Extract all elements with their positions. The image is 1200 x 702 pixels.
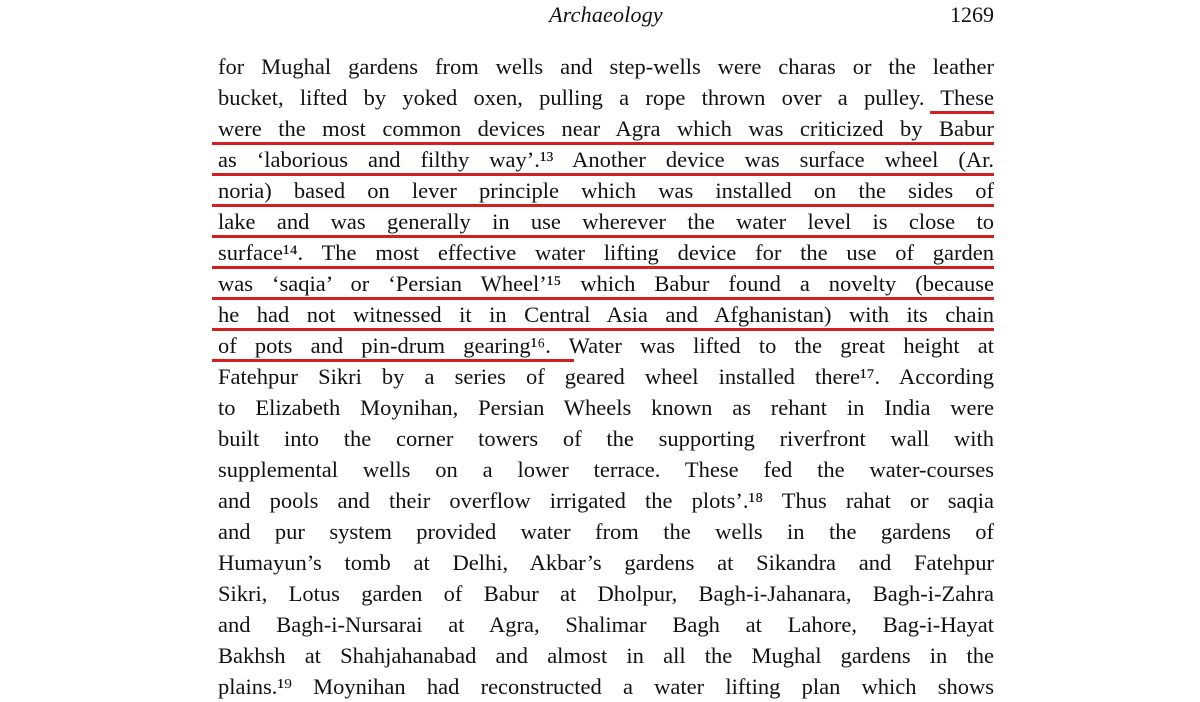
page-number: 1269 [950,2,994,27]
running-head: Archaeology [549,2,663,27]
text-line: supplemental wells on a lower terrace. These fed the water-courses [218,457,994,482]
text-line: and pools and their overflow irrigated the plots’.¹⁸ Thus rahat or saqia [218,488,994,513]
body-text [218,51,994,702]
text-line: for Mughal gardens from wells and step-wells were charas or the leather [218,54,994,79]
text-line: was ‘saqia’ or ‘Persian Wheel’¹⁵ which Babur found a novelty (because [218,268,994,299]
text-line: and Bagh-i-Nursarai at Agra, Shalimar Bagh at Lahore, Bag-i-Hayat [218,612,994,637]
text-line: noria) based on lever principle which was installed on the sides of [218,175,994,206]
text-line-cutoff: plains.¹⁹ Moynihan had reconstructed a water lifting plan which shows [218,674,994,699]
text-line: Humayun’s tomb at Delhi, Akbar’s gardens at Sikandra and Fatehpur [218,550,994,575]
text-line: Fatehpur Sikri by a series of geared wheel installed there¹⁷. According [218,364,994,389]
text-line: Bakhsh at Shahjahanabad and almost in all the Mughal gardens in the [218,643,994,668]
text-line: built into the corner towers of the supporting riverfront wall with [218,426,994,451]
page-header [218,0,994,30]
text-line: lake and was generally in use wherever the water level is close to [218,206,994,237]
text-line: were the most common devices near Agra which was criticized by Babur [218,113,994,144]
text-line: to Elizabeth Moynihan, Persian Wheels known as rehant in India were [218,395,994,420]
text-line: bucket, lifted by yoked oxen, pulling a rope thrown over a pulley. These [218,82,994,113]
text-line: he had not witnessed it in Central Asia and Afghanistan) with its chain [218,299,994,330]
text-line: Sikri, Lotus garden of Babur at Dholpur, Bagh-i-Jahanara, Bagh-i-Zahra [218,581,994,606]
text-line: as ‘laborious and filthy way’.¹³ Another device was surface wheel (Ar. [218,144,994,175]
text-line: and pur system provided water from the wells in the gardens of [218,519,994,544]
text-line: surface¹⁴. The most effective water lifting device for the use of garden [218,237,994,268]
text-line: of pots and pin-drum gearing¹⁶. Water was lifted to the great height at [218,330,994,361]
